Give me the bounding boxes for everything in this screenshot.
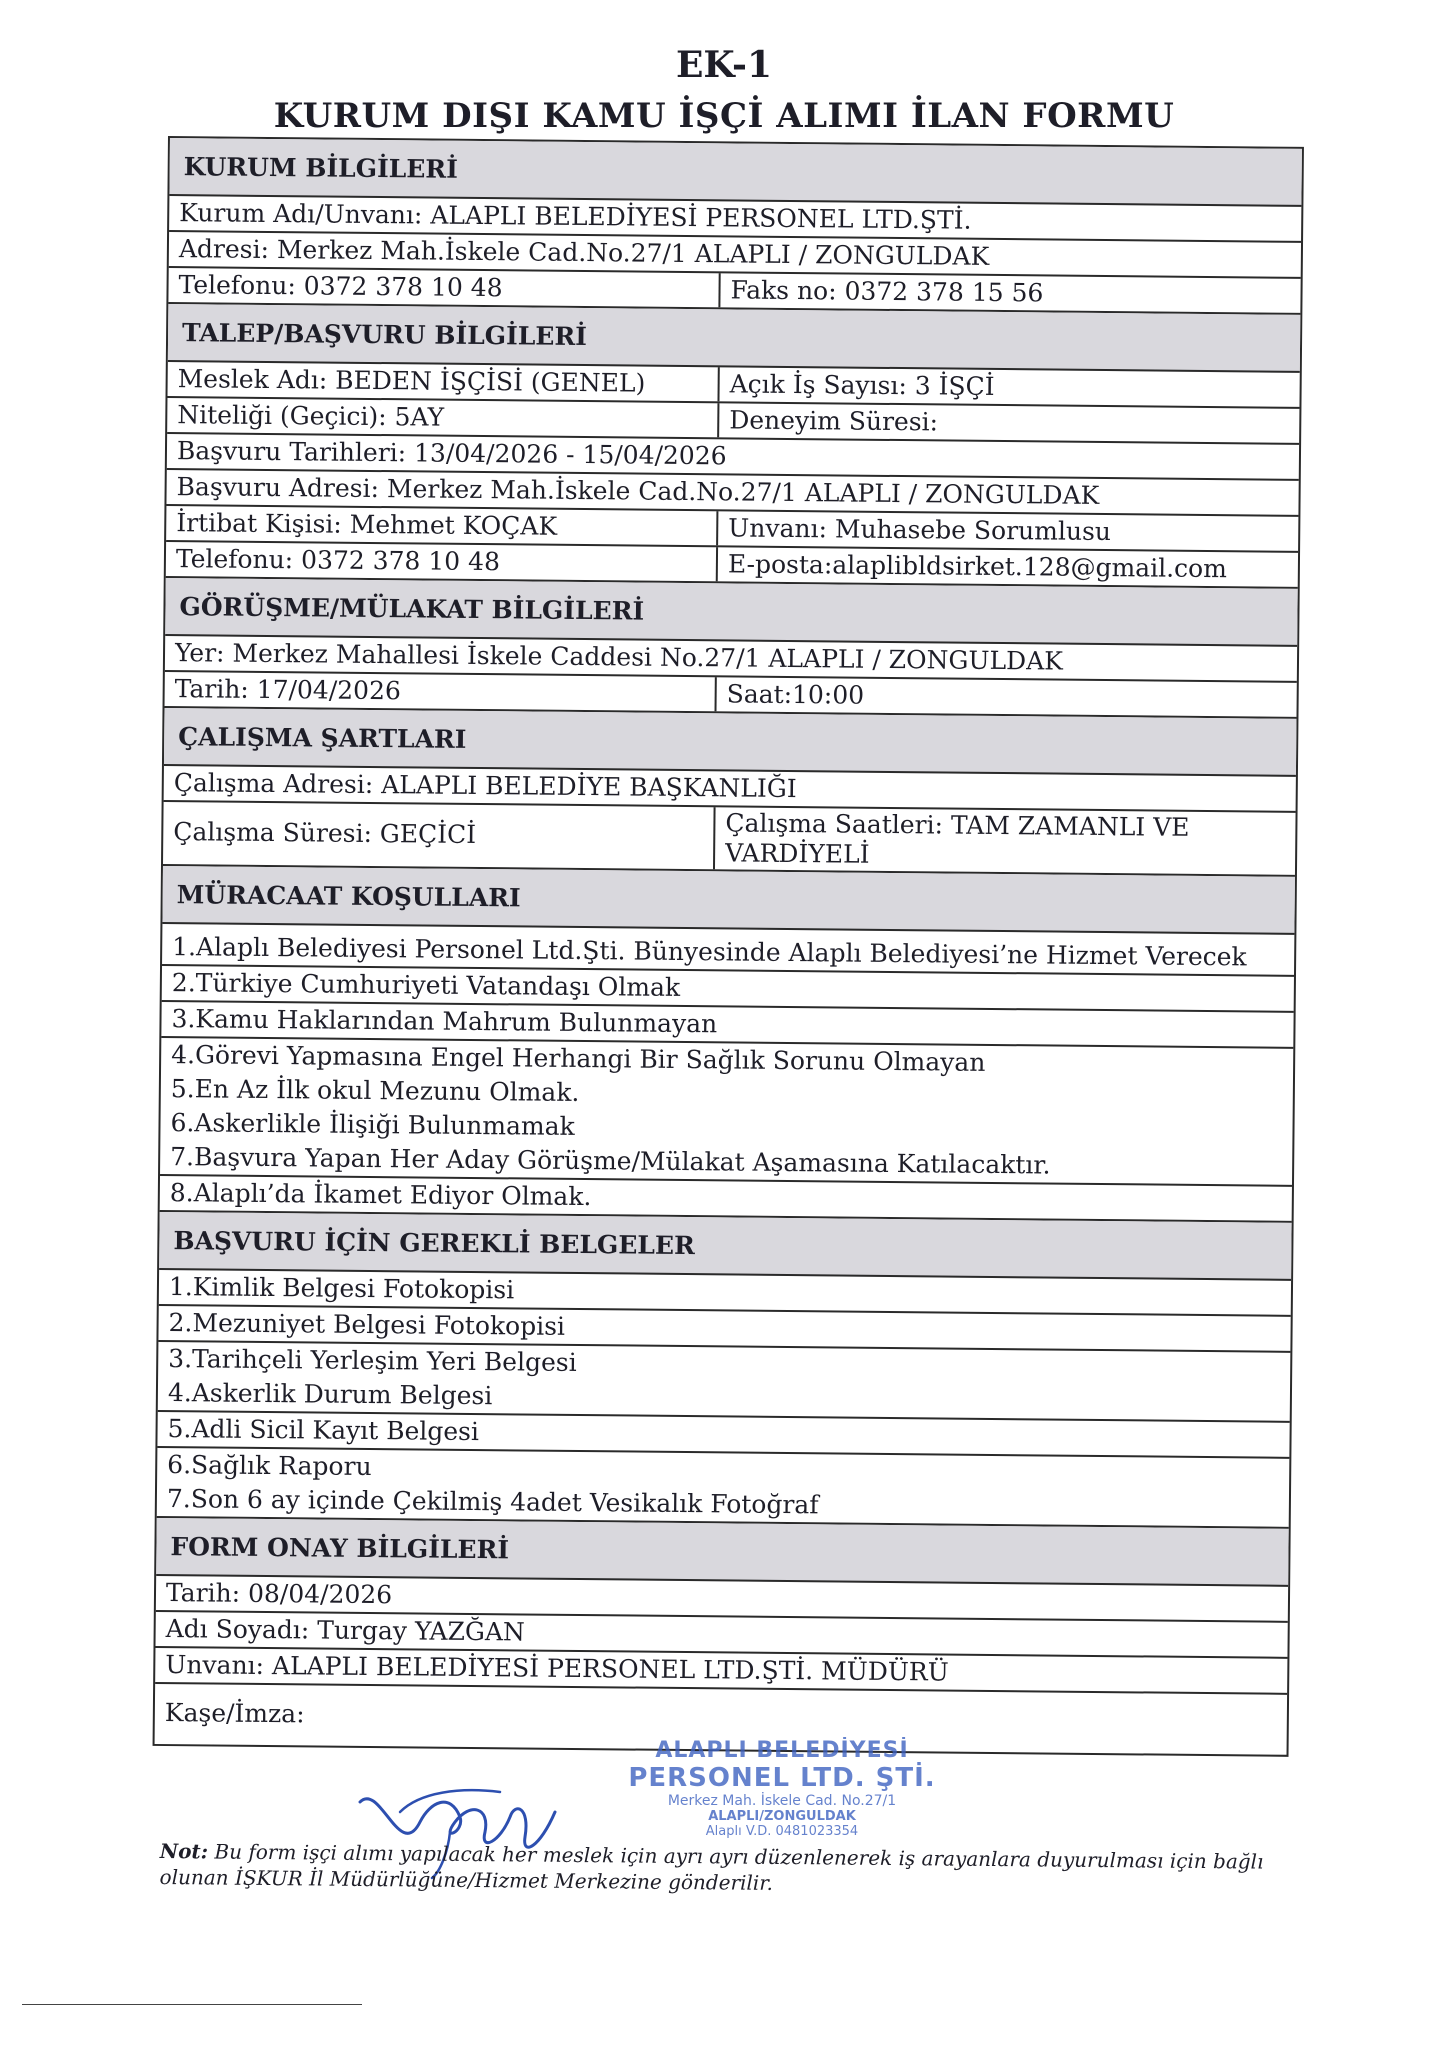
section-muracaat: MÜRACAAT KOŞULLARI <box>162 866 1295 935</box>
list-item: 4.Askerlik Durum Belgesi <box>158 1376 1290 1423</box>
list-item: 4.Görevi Yapmasına Engel Herhangi Bir Sağlık Sorunu Olmayan <box>171 1040 986 1077</box>
list-item: 3.Tarihçeli Yerleşim Yeri Belgesi <box>168 1344 577 1377</box>
note-label: Not: <box>159 1839 209 1864</box>
calisma-saatleri: Çalışma Saatleri: TAM ZAMANLI VE VARDİYELİ <box>725 808 1190 869</box>
list-item: 1.Alaplı Belediyesi Personel Ltd.Şti. Bünyesinde Alaplı Belediyesi’ne Hizmet Verecek <box>162 930 1294 977</box>
section-talep: TALEP/BAŞVURU BİLGİLERİ <box>168 304 1301 373</box>
deneyim-suresi: Deneyim Süresi: <box>729 405 939 437</box>
annex-label: EK-1 <box>675 44 773 86</box>
belgeler-list <box>157 1270 1291 1529</box>
onay-adi-soyadi: Adı Soyadı: Turgay YAZĞAN <box>165 1614 525 1647</box>
muracaat-list <box>160 924 1295 1223</box>
stamp-line-5: Alaplı V.D. 0481023354 <box>705 1824 859 1839</box>
calisma-adresi: Çalışma Adresi: ALAPLI BELEDİYE BAŞKANLIĞI <box>173 768 797 804</box>
onay-tarih: Tarih: 08/04/2026 <box>165 1578 393 1610</box>
footer-rule <box>22 2004 362 2005</box>
stamp-line-2: PERSONEL LTD. ŞTİ. <box>628 1763 936 1793</box>
note-text: Bu form işçi alımı yapılacak her meslek için ayrı ayrı düzenlenerek iş arayanlara duyurulması için bağlı olunan İŞKUR İl Müdürlüğüne/Hizmet Merkezine gönderilir. <box>159 1839 1264 1895</box>
list-item: 7.Son 6 ay içinde Çekilmiş 4adet Vesikalık Fotoğraf <box>166 1484 819 1520</box>
list-item: 1.Kimlik Belgesi Fotokopisi <box>159 1270 1291 1317</box>
basvuru-adresi: Başvuru Adresi: Merkez Mah.İskele Cad.No.27/1 ALAPLI / ZONGULDAK <box>176 472 1100 510</box>
kurum-address: Adresi: Merkez Mah.İskele Cad.No.27/1 ALAPLI / ZONGULDAK <box>178 234 990 271</box>
section-gorusme: GÖRÜŞME/MÜLAKAT BİLGİLERİ <box>165 578 1298 647</box>
list-item: 6.Askerlikle İlişiği Bulunmamak <box>170 1108 575 1141</box>
stamp-line-3: Merkez Mah. İskele Cad. No.27/1 <box>667 1793 897 1809</box>
section-belgeler: BAŞVURU İÇİN GEREKLİ BELGELER <box>159 1212 1292 1281</box>
irtibat-telefonu: Telefonu: 0372 378 10 48 <box>166 542 718 581</box>
gorusme-tarih: Tarih: 17/04/2026 <box>165 672 717 711</box>
list-item: 7.Başvura Yapan Her Aday Görüşme/Mülakat Aşamasına Katılacaktır. <box>160 1140 1292 1187</box>
list-item: 6.Sağlık Raporu <box>167 1450 372 1482</box>
footnote <box>160 1838 1300 1901</box>
irtibat-unvani: Unvanı: Muhasebe Sorumlusu <box>728 513 1112 547</box>
form-title: KURUM DIŞI KAMU İŞÇİ ALIMI İLAN FORMU <box>273 96 1175 136</box>
onay-unvani: Unvanı: ALAPLI BELEDİYESİ PERSONEL LTD.ŞTİ. MÜDÜRÜ <box>165 1650 949 1687</box>
section-calisma: ÇALIŞMA ŞARTLARI <box>164 708 1297 777</box>
list-item: 5.En Az İlk okul Mezunu Olmak. <box>170 1074 580 1107</box>
basvuru-tarihleri: Başvuru Tarihleri: 13/04/2026 - 15/04/2026 <box>176 436 727 471</box>
list-item: 3.Kamu Haklarından Mahrum Bulunmayan <box>161 1002 1293 1049</box>
kase-imza-label: Kaşe/İmza: <box>164 1698 305 1729</box>
gorusme-yer: Yer: Merkez Mahallesi İskele Caddesi No.27/1 ALAPLI / ZONGULDAK <box>174 638 1064 676</box>
kurum-phone: Telefonu: 0372 378 10 48 <box>168 268 720 307</box>
acik-is-sayisi: Açık İş Sayısı: 3 İŞÇİ <box>729 369 995 401</box>
meslek-adi: Meslek Adı: BEDEN İŞÇİSİ (GENEL) <box>168 362 720 401</box>
irtibat-kisisi: İrtibat Kişisi: Mehmet KOÇAK <box>166 506 718 545</box>
calisma-row-2 <box>163 802 1296 877</box>
announcement-form <box>153 136 1304 1757</box>
irtibat-eposta: E-posta:alaplibldsirket.128@gmail.com <box>727 549 1228 584</box>
list-item: 2.Mezuniyet Belgesi Fotokopisi <box>158 1306 1290 1353</box>
section-onay: FORM ONAY BİLGİLERİ <box>156 1518 1289 1587</box>
niteligi: Niteliği (Geçici): 5AY <box>167 398 719 437</box>
stamp-line-4: ALAPLI/ZONGULDAK <box>708 1809 856 1824</box>
stamp-line-1: ALAPLI BELEDİYESİ <box>655 1738 909 1763</box>
list-item: 5.Adli Sicil Kayıt Belgesi <box>157 1412 1289 1459</box>
gorusme-saat: Saat:10:00 <box>726 679 865 710</box>
list-item: 2.Türkiye Cumhuriyeti Vatandaşı Olmak <box>162 966 1294 1013</box>
calisma-suresi: Çalışma Süresi: GEÇİCİ <box>163 802 716 869</box>
list-item: 8.Alaplı’da İkamet Ediyor Olmak. <box>169 1178 592 1212</box>
company-stamp <box>612 1738 952 1839</box>
kurum-name: Kurum Adı/Unvanı: ALAPLI BELEDİYESİ PERSONEL LTD.ŞTİ. <box>179 198 972 235</box>
kurum-fax: Faks no: 0372 378 15 56 <box>730 275 1044 308</box>
section-kurum: KURUM BİLGİLERİ <box>169 138 1302 207</box>
